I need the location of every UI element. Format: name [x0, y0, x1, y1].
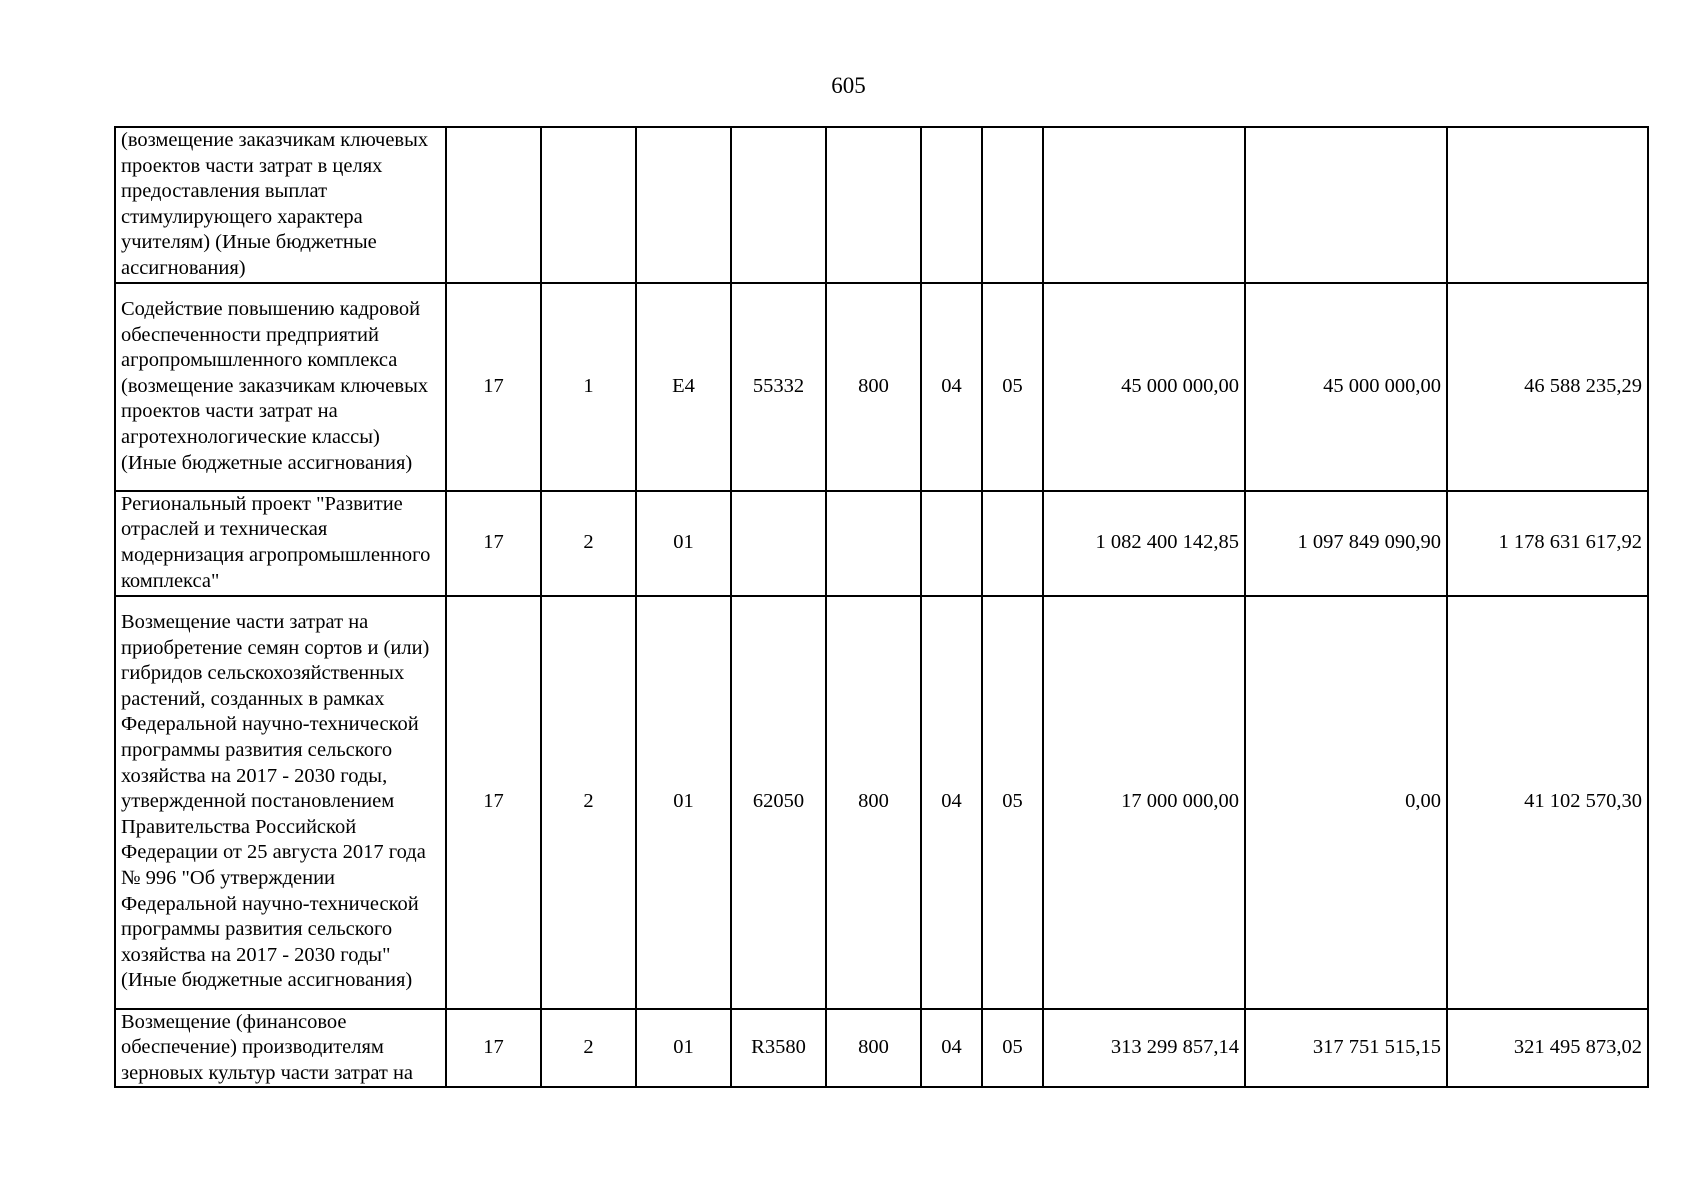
subprogram-code: 2 — [541, 1009, 636, 1088]
amount-year-3 — [1447, 127, 1648, 283]
section-code: 04 — [921, 596, 982, 1009]
table-row — [115, 283, 1648, 491]
row-description: (возмещение заказчикам ключевых проектов части затрат в целях предоставления выплат стимулирующего характера учителям) (Иные бюджетные ассигнования) — [115, 127, 446, 283]
expense-type-code: 800 — [826, 596, 921, 1009]
expense-type-code: 800 — [826, 283, 921, 491]
table-row — [115, 596, 1648, 1009]
program-code: 17 — [446, 596, 541, 1009]
direction-code: 01 — [636, 1009, 731, 1088]
program-code: 17 — [446, 1009, 541, 1088]
budget-table — [114, 126, 1649, 1088]
program-code: 17 — [446, 491, 541, 596]
row-description: Возмещение (финансовое обеспечение) производителям зерновых культур части затрат на — [115, 1009, 446, 1088]
subprogram-code: 2 — [541, 491, 636, 596]
amount-year-1 — [1043, 127, 1245, 283]
direction-code — [636, 127, 731, 283]
row-description: Региональный проект "Развитие отраслей и техническая модернизация агропромышленного комплекса" — [115, 491, 446, 596]
expense-type-code — [826, 127, 921, 283]
expense-type-code: 800 — [826, 1009, 921, 1088]
page-number: 605 — [831, 73, 866, 98]
direction-code: 01 — [636, 596, 731, 1009]
section-code — [921, 491, 982, 596]
subsection-code — [982, 491, 1043, 596]
amount-year-1: 17 000 000,00 — [1043, 596, 1245, 1009]
program-code: 17 — [446, 283, 541, 491]
target-article-code — [731, 491, 826, 596]
amount-year-3: 1 178 631 617,92 — [1447, 491, 1648, 596]
subprogram-code: 2 — [541, 596, 636, 1009]
target-article-code: R3580 — [731, 1009, 826, 1088]
subprogram-code: 1 — [541, 283, 636, 491]
target-article-code — [731, 127, 826, 283]
amount-year-1: 45 000 000,00 — [1043, 283, 1245, 491]
amount-year-2: 0,00 — [1245, 596, 1447, 1009]
subprogram-code — [541, 127, 636, 283]
subsection-code: 05 — [982, 283, 1043, 491]
table-row — [115, 127, 1648, 283]
amount-year-3: 46 588 235,29 — [1447, 283, 1648, 491]
amount-year-2: 1 097 849 090,90 — [1245, 491, 1447, 596]
target-article-code: 55332 — [731, 283, 826, 491]
amount-year-1: 313 299 857,14 — [1043, 1009, 1245, 1088]
amount-year-2: 317 751 515,15 — [1245, 1009, 1447, 1088]
subsection-code: 05 — [982, 1009, 1043, 1088]
section-code: 04 — [921, 1009, 982, 1088]
amount-year-2 — [1245, 127, 1447, 283]
direction-code: Е4 — [636, 283, 731, 491]
table-row — [115, 491, 1648, 596]
row-description: Содействие повышению кадровой обеспеченности предприятий агропромышленного комплекса (возмещение заказчикам ключевых проектов части затрат на агротехнологические классы) (Иные бюджетные ассигнования) — [115, 283, 446, 491]
amount-year-3: 321 495 873,02 — [1447, 1009, 1648, 1088]
target-article-code: 62050 — [731, 596, 826, 1009]
direction-code: 01 — [636, 491, 731, 596]
amount-year-2: 45 000 000,00 — [1245, 283, 1447, 491]
program-code — [446, 127, 541, 283]
expense-type-code — [826, 491, 921, 596]
section-code: 04 — [921, 283, 982, 491]
amount-year-1: 1 082 400 142,85 — [1043, 491, 1245, 596]
section-code — [921, 127, 982, 283]
subsection-code: 05 — [982, 596, 1043, 1009]
row-description: Возмещение части затрат на приобретение семян сортов и (или) гибридов сельскохозяйственных растений, созданных в рамках Федеральной научно-технической программы развития сельского хозяйства на 2017 - 2030 годы, утвержденной постановлением Правительства Российской Федерации от 25 августа 2017 года № 996 "Об утверждении Федеральной научно-технической программы развития сельского хозяйства на 2017 - 2030 годы" (Иные бюджетные ассигнования) — [115, 596, 446, 1009]
amount-year-3: 41 102 570,30 — [1447, 596, 1648, 1009]
subsection-code — [982, 127, 1043, 283]
table-row — [115, 1009, 1648, 1088]
